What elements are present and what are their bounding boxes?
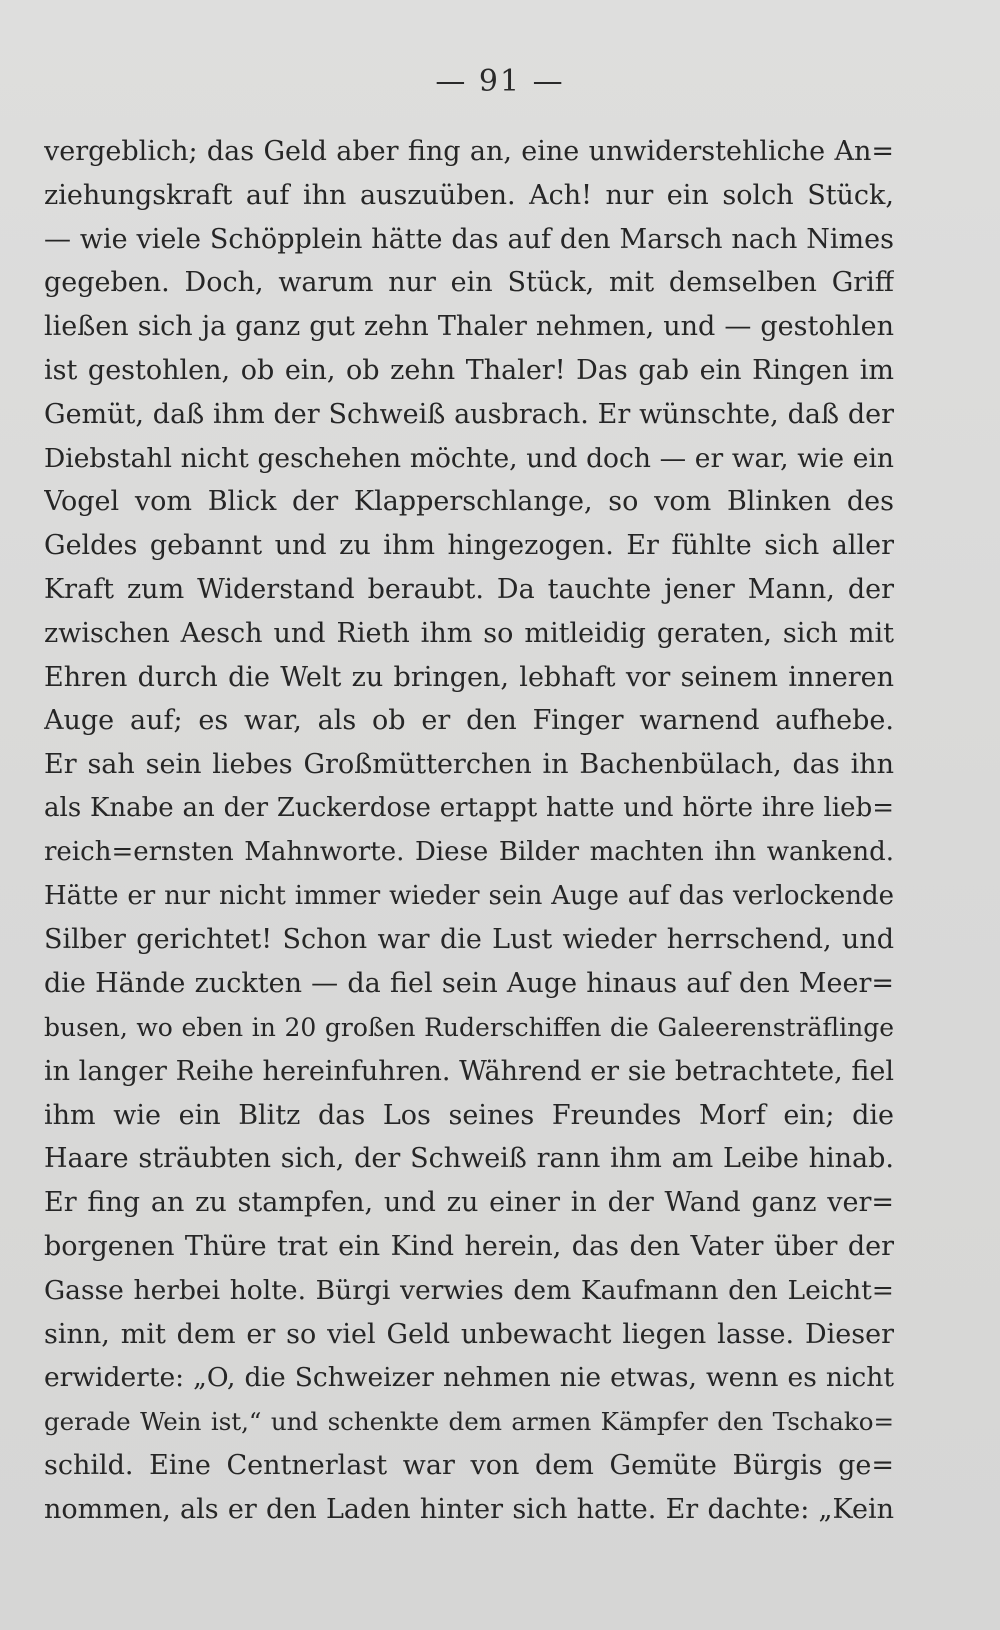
text-line: Hätte er nur nicht immer wieder sein Auge auf das verlockende: [44, 880, 894, 911]
text-line: ließen sich ja ganz gut zehn Thaler nehmen, und — gestohlen: [44, 311, 894, 343]
text-line: schild. Eine Centnerlast war von dem Gemüte Bürgis ge=: [44, 1449, 894, 1481]
text-line: Diebstahl nicht geschehen möchte, und doch — er war, wie ein: [44, 442, 894, 474]
text-line: Silber gerichtet! Schon war die Lust wieder herrschend, und: [44, 924, 894, 956]
text-line: ist gestohlen, ob ein, ob zehn Thaler! Das gab ein Ringen im: [44, 354, 894, 386]
text-line: in langer Reihe hereinfuhren. Während er sie betrachtete, fiel: [44, 1055, 894, 1087]
text-line: Haare sträubten sich, der Schweiß rann ihm am Leibe hinab.: [44, 1143, 894, 1175]
text-line: ziehungskraft auf ihn auszuüben. Ach! nur ein solch Stück,: [44, 179, 894, 211]
text-line: zwischen Aesch und Rieth ihm so mitleidig geraten, sich mit: [44, 617, 894, 649]
text-line: gerade Wein ist,“ und schenkte dem armen Kämpfer den Tschako=: [44, 1407, 894, 1437]
text-line: sinn, mit dem er so viel Geld unbewacht liegen lasse. Dieser: [44, 1318, 894, 1350]
text-line: Er sah sein liebes Großmütterchen in Bachenbülach, das ihn: [44, 749, 894, 781]
text-line: ihm wie ein Blitz das Los seines Freundes Morf ein; die: [44, 1099, 894, 1131]
text-line: Gasse herbei holte. Bürgi verwies dem Kaufmann den Leicht=: [44, 1274, 894, 1306]
text-line: Gemüt, daß ihm der Schweiß ausbrach. Er wünschte, daß der: [44, 398, 894, 430]
text-line: vergeblich; das Geld aber fing an, eine unwiderstehliche An=: [44, 136, 894, 167]
text-line: borgenen Thüre trat ein Kind herein, das den Vater über der: [44, 1230, 894, 1262]
text-line: Ehren durch die Welt zu bringen, lebhaft vor seinem inneren: [44, 661, 894, 693]
text-line: Geldes gebannt und zu ihm hingezogen. Er fühlte sich aller: [44, 530, 894, 562]
text-line: nommen, als er den Laden hinter sich hatte. Er dachte: „Kein: [44, 1493, 894, 1525]
text-line: die Hände zuckten — da fiel sein Auge hinaus auf den Meer=: [44, 968, 894, 1000]
text-line: erwiderte: „O, die Schweizer nehmen nie etwas, wenn es nicht: [44, 1362, 894, 1394]
text-line: gegeben. Doch, warum nur ein Stück, mit demselben Griff: [44, 267, 894, 299]
text-line: busen, wo eben in 20 großen Ruderschiffen die Galeerensträflinge: [44, 1012, 894, 1042]
body-text: [44, 130, 894, 1532]
text-line: Er fing an zu stampfen, und zu einer in der Wand ganz ver=: [44, 1187, 894, 1219]
text-line: — wie viele Schöpplein hätte das auf den Marsch nach Nimes: [44, 223, 894, 255]
text-line: Auge auf; es war, als ob er den Finger warnend aufhebe.: [44, 705, 894, 737]
text-line: als Knabe an der Zuckerdose ertappt hatte und hörte ihre lieb=: [44, 792, 894, 823]
text-line: reich=ernsten Mahnworte. Diese Bilder machten ihn wankend.: [44, 836, 894, 867]
page-number: — 91 —: [435, 64, 565, 99]
text-line: Kraft zum Widerstand beraubt. Da tauchte jener Mann, der: [44, 573, 894, 605]
text-line: Vogel vom Blick der Klapperschlange, so vom Blinken des: [44, 486, 894, 518]
